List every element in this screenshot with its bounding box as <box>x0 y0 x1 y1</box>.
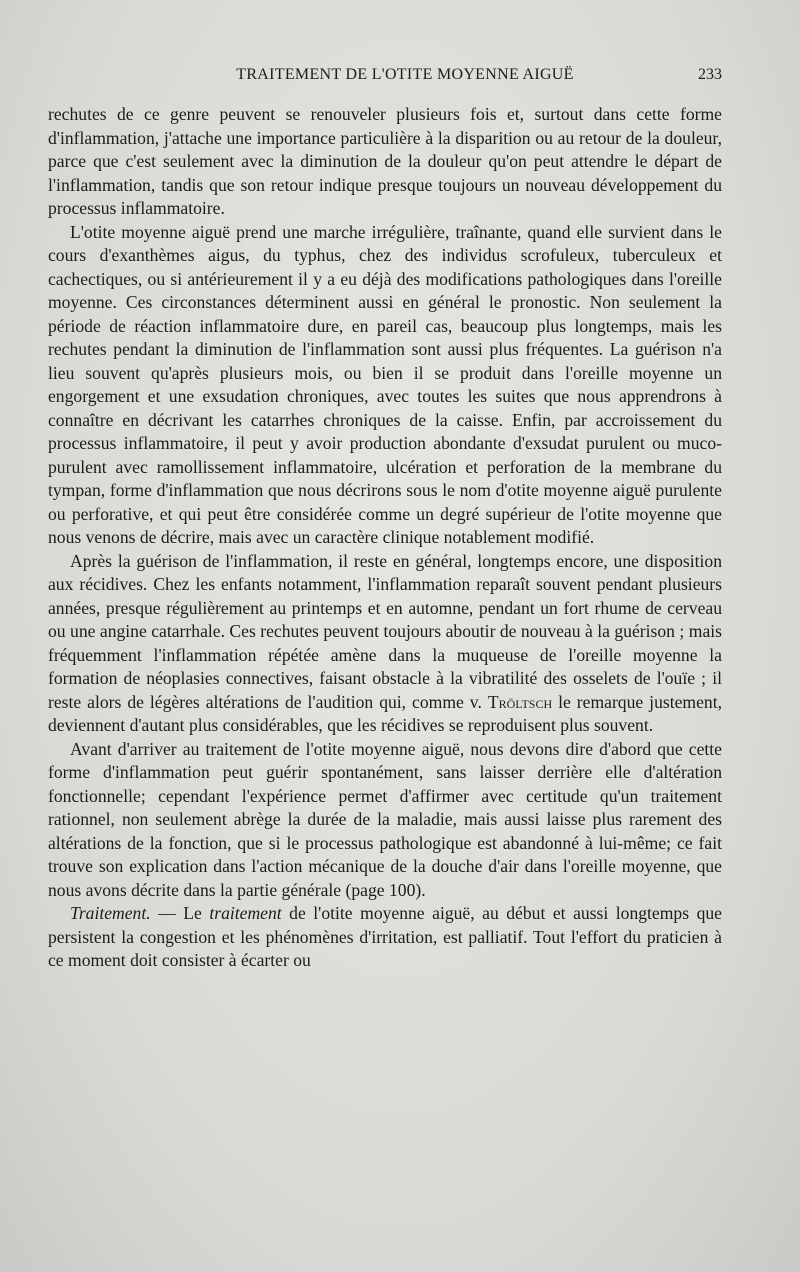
paragraph-4: Avant d'arriver au traitement de l'otite moyenne aiguë, nous devons dire d'abord que cette forme d'inflammation peut guérir spontanément, sans laisser derrière elle d'altération fonctionnelle; cependant l'expérience permet d'affirmer avec certitude qu'un traitement rationnel, non seulement abrège la durée de la maladie, mais aussi laisse plus rarement des altérations de la fonction, que si le processus pathologique est abandonné à lui-même; ce fait trouve son explication dans l'action mécanique de la douche d'air dans l'oreille moyenne, que nous avons décrite dans la partie générale (page 100). <box>48 738 722 900</box>
section-heading: Traitement. <box>70 903 151 923</box>
emphasis-word: traitement <box>209 903 282 923</box>
paragraph-5 <box>48 902 722 973</box>
page-number: 233 <box>698 66 722 83</box>
paragraph-2: L'otite moyenne aiguë prend une marche irrégulière, traînante, quand elle survient dans le cours d'exanthèmes aigus, du typhus, chez des individus scrofuleux, tuberculeux et cachectiques, ou si antérieurement il y a eu déjà des modifications pathologiques dans l'oreille moyenne. Ces circonstances déterminent aussi en général le pronostic. Non seulement la période de réaction inflammatoire dure, en pareil cas, beaucoup plus longtemps, mais les rechutes pendant la diminution de l'inflammation sont aussi plus fréquentes. La guérison n'a lieu souvent qu'après plusieurs mois, ou bien il se produit dans l'oreille moyenne un engorgement et une exsudation chroniques, avec toutes les suites que nous apprendrons à connaître en décrivant les catarrhes chroniques de la caisse. Enfin, par accroissement du processus inflammatoire, il peut y avoir production abondante d'exsudat purulent ou muco-purulent avec ramollissement inflammatoire, ulcération et perforation de la membrane du tympan, forme d'inflammation que nous décrirons sous le nom d'otite moyenne aiguë purulente ou perforative, et qui peut être considérée comme un degré supérieur de l'otite moyenne que nous venons de décrire, mais avec un caractère clinique notablement modifié. <box>48 221 722 547</box>
paragraph-5-text: de l'otite moyenne aiguë, au début et aussi longtemps que persistent la congestion et les phénomènes d'irritation, est palliatif. Tout l'effort du praticien à ce moment doit consister à écarter ou <box>48 903 722 970</box>
author-name: Tröltsch <box>487 691 553 712</box>
running-title: TRAITEMENT DE L'OTITE MOYENNE AIGUË <box>236 66 574 83</box>
body-text <box>48 103 722 973</box>
paragraph-3-text-b: le remarque justement, deviennent d'autant plus considérables, que les récidives se reproduisent plus souvent. <box>48 691 722 735</box>
heading-dash: — Le <box>150 903 210 923</box>
paragraph-3-text-a: Après la guérison de l'inflammation, il reste en général, longtemps encore, une disposition aux récidives. Chez les enfants notamment, l'inflammation reparaît souvent pendant plusieurs années, presque régulièrement au printemps et en automne, pendant un fort rhume de cerveau ou une angine catarrhale. Ces rechutes peuvent toujours aboutir de nouveau à la guérison ; mais fréquemment l'inflammation répétée amène dans la muqueuse de l'oreille moyenne la formation de néoplasies connectives, faisant obstacle à la vibratilité des osselets de l'ouïe ; il reste alors de légères altérations de l'audition qui, comme v. <box>48 550 722 712</box>
paragraph-1: rechutes de ce genre peuvent se renouveler plusieurs fois et, surtout dans cette forme d'inflammation, j'attache une importance particulière à la disparition ou au retour de la douleur, parce que c'est seulement avec la diminution de la douleur qu'on peut attendre le départ de l'inflammation, tandis que son retour indique presque toujours un nouveau développement du processus inflammatoire. <box>48 104 722 218</box>
running-header <box>48 66 722 96</box>
paragraph-3 <box>48 550 722 738</box>
